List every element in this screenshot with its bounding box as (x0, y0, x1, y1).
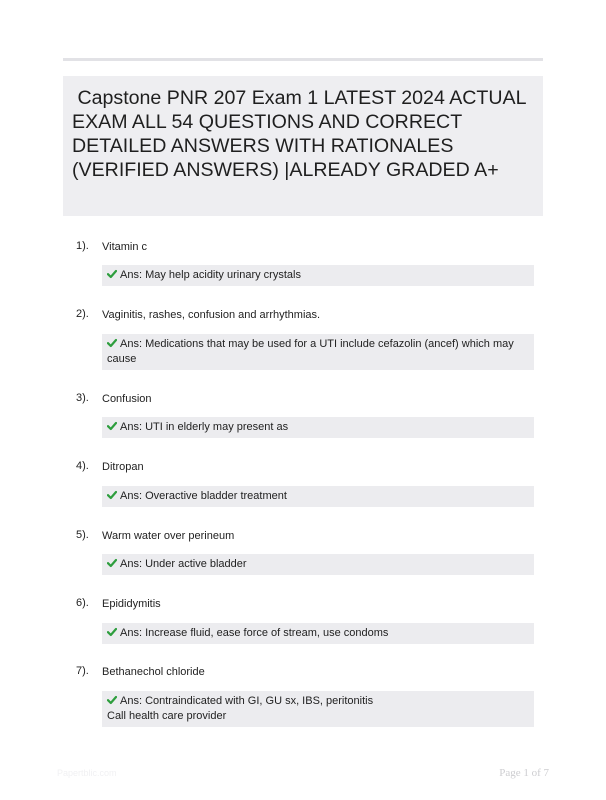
page-number: Page 1 of 7 (499, 767, 549, 779)
question-text: Confusion (102, 393, 152, 405)
question-text: Epididymitis (102, 598, 161, 610)
question-number: 3). (76, 392, 89, 404)
question-number: 6). (76, 597, 89, 609)
answer-text: Ans: Overactive bladder treatment (120, 490, 287, 502)
check-icon (107, 421, 117, 431)
answer-extra-text: Call health care provider (107, 710, 227, 722)
question-text: Vitamin c (102, 241, 148, 253)
question-number: 1). (76, 240, 89, 252)
check-icon (107, 695, 117, 705)
document-title: Capstone PNR 207 Exam 1 LATEST 2024 ACTUAL EXAM ALL 54 QUESTIONS AND CORRECT DETAILED ANSWERS WITH RATIONALES (VERIFIED ANSWERS) |ALREADY GRADED A+ (72, 87, 532, 181)
watermark-text: Papertblic.com (57, 768, 117, 778)
answer-text: Ans: Contraindicated with GI, GU sx, IBS, peritonitis (120, 695, 374, 707)
answer-box (102, 486, 534, 507)
answer-box (102, 334, 534, 370)
answer-text: Ans: May help acidity urinary crystals (120, 269, 301, 281)
question-text: Ditropan (102, 461, 144, 473)
answer-box (102, 691, 534, 727)
check-icon (107, 627, 117, 637)
check-icon (107, 338, 117, 348)
check-icon (107, 558, 117, 568)
question-number: 2). (76, 308, 89, 320)
answer-box (102, 623, 534, 644)
question-number: 7). (76, 665, 89, 677)
answer-text: Ans: UTI in elderly may present as (120, 421, 289, 433)
question-text: Vaginitis, rashes, confusion and arrhythmias. (102, 309, 321, 321)
answer-text: Ans: Medications that may be used for a UTI include cefazolin (ancef) which may cause (107, 338, 514, 365)
question-text: Warm water over perineum (102, 530, 235, 542)
answer-box (102, 417, 534, 438)
top-divider (63, 58, 543, 61)
answer-box (102, 554, 534, 575)
question-text: Bethanechol chloride (102, 666, 205, 678)
check-icon (107, 490, 117, 500)
question-number: 5). (76, 529, 89, 541)
answer-text: Ans: Increase fluid, ease force of stream, use condoms (120, 627, 389, 639)
title-banner (63, 76, 543, 216)
question-number: 4). (76, 460, 89, 472)
check-icon (107, 269, 117, 279)
answer-box (102, 265, 534, 286)
answer-text: Ans: Under active bladder (120, 558, 247, 570)
